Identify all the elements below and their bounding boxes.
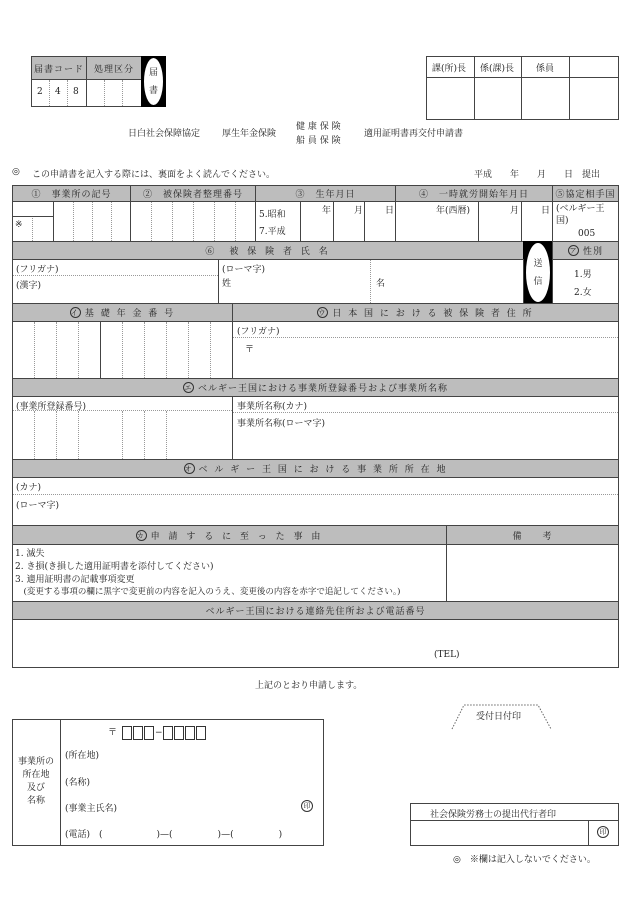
sex-female: 2.女 <box>574 288 592 298</box>
header-belgium-office-address: オ ベ ル ギ ー 王 国 に お け る 事 業 所 所 在 地 <box>12 459 619 478</box>
roman-label: (ローマ字) <box>222 265 266 275</box>
office-name-roman-label: 事業所名称(ローマ字) <box>237 419 326 429</box>
title-health: 健 康 保 険 <box>296 122 341 132</box>
reason-change: 3. 適用証明書の記載事項変更 <box>15 575 135 585</box>
month-label: 月 <box>510 206 520 216</box>
form-title: 適用証明書再交付申請書 <box>364 129 464 139</box>
given-name-label: 名 <box>376 279 386 289</box>
surname-label: 姓 <box>222 279 232 289</box>
receipt-date-label: 受付日付印 <box>476 712 522 722</box>
process-category-header: 処理区分 <box>86 56 142 80</box>
header-insured-name: ⑥ 被 保 険 者 氏 名 <box>12 241 524 260</box>
employer-postal[interactable]: 〒 − <box>108 725 207 740</box>
send-stamp: 送 信 <box>523 241 553 304</box>
sex-male: 1.男 <box>574 270 592 280</box>
work-start-field[interactable] <box>395 201 553 242</box>
agent-seal-label: 社会保険労務士の提出代行者印 <box>430 810 557 820</box>
year-western-label: 年(西暦) <box>436 206 471 216</box>
office-code-field[interactable] <box>12 201 131 242</box>
title-agreement: 日白社会保障協定 <box>128 129 201 139</box>
application-statement: 上記のとおり申請します。 <box>255 681 363 691</box>
seal-icon: 印 <box>301 800 313 812</box>
belgium-contact-field[interactable] <box>12 619 619 668</box>
header-japan-address: ウ 日 本 国 に お け る 被 保 険 者 住 所 <box>232 303 619 322</box>
note-text: この申請書を記入する際には、裏面をよく読んでください。 <box>32 170 276 180</box>
code-digit: 8 <box>73 87 79 97</box>
year-label: 年 <box>322 206 332 216</box>
registration-label: (事業所登録番号) <box>16 402 87 412</box>
process-category-cell[interactable] <box>86 79 142 107</box>
employer-label: 事業所の 所在地 及び 名称 <box>17 757 54 806</box>
header-basic-pension-number: イ 基 礎 年 金 番 号 <box>12 303 233 322</box>
roman-label: (ローマ字) <box>16 501 60 511</box>
notification-stamp: 届 書 <box>141 56 166 107</box>
section-chief-label: 課(所)長 <box>432 64 467 74</box>
header-work-start: ④ 一時就労開始年月日 <box>395 185 553 202</box>
month-label: 月 <box>354 206 364 216</box>
kana-label: (カナ) <box>16 483 42 493</box>
phone-label: (電話) ( )—( )—( ) <box>65 830 283 840</box>
staff-label: 係員 <box>536 64 555 74</box>
day-label: 日 <box>541 206 551 216</box>
seal-icon: 印 <box>597 826 609 838</box>
header-remarks: 備 考 <box>446 525 619 545</box>
title-seamen: 船 員 保 険 <box>296 136 341 146</box>
owner-name-label: (事業主氏名) <box>65 804 118 814</box>
header-reason: カ 申 請 す る に 至 っ た 事 由 <box>12 525 447 545</box>
day-label: 日 <box>385 206 395 216</box>
tel-label: (TEL) <box>434 650 460 660</box>
header-sex: ア 性別 <box>552 241 619 260</box>
partner-country: (ベルギー王国) <box>556 204 605 226</box>
kome-mark: ※ <box>15 220 23 230</box>
reason-loss: 1. 滅失 <box>15 549 45 559</box>
code-digit: 4 <box>55 87 61 97</box>
office-name-kana-label: 事業所名称(カナ) <box>237 402 308 412</box>
remarks-field[interactable] <box>446 544 619 602</box>
header-belgium-contact: ベルギー王国における連絡先住所および電話番号 <box>12 601 619 620</box>
code-digit: 2 <box>37 87 43 97</box>
reason-change-note: (変更する事項の欄に黒字で変更前の内容を記入のうえ、変更後の内容を赤字で追記してください。) <box>15 587 401 597</box>
footer-note: ◎ ※欄は記入しないでください。 <box>453 855 596 865</box>
country-code: 005 <box>578 229 596 239</box>
name-label: (名称) <box>65 778 91 788</box>
furigana-label: (フリガナ) <box>16 265 59 275</box>
title-pension: 厚生年金保険 <box>222 129 277 139</box>
header-partner-country: ⑤協定相手国 <box>552 185 619 202</box>
note-mark: ◎ <box>12 167 20 177</box>
kanji-label: (漢字) <box>16 281 42 291</box>
header-insured-number: ② 被保険者整理番号 <box>130 185 256 202</box>
furigana-label: (フリガナ) <box>237 327 280 337</box>
japan-address-field[interactable] <box>232 321 619 379</box>
header-belgium-office-registration: エ ベルギー王国における事業所登録番号および事業所名称 <box>12 378 619 397</box>
header-birthdate: ③ 生年月日 <box>255 185 396 202</box>
header-office-code: ① 事業所の記号 <box>12 185 131 202</box>
submission-date: 平成 年 月 日 提出 <box>474 170 601 180</box>
belgium-office-address-field[interactable] <box>12 477 619 526</box>
reason-damage: 2. き損(き損した適用証明書を添付してください) <box>15 562 214 572</box>
postal-mark: 〒 <box>245 345 255 355</box>
era-heisei: 7.平成 <box>259 227 286 237</box>
address-label: (所在地) <box>65 751 100 761</box>
era-showa: 5.昭和 <box>259 210 286 220</box>
notification-code-header: 届書コード <box>31 56 87 80</box>
subsection-chief-label: 係(課)長 <box>480 64 515 74</box>
